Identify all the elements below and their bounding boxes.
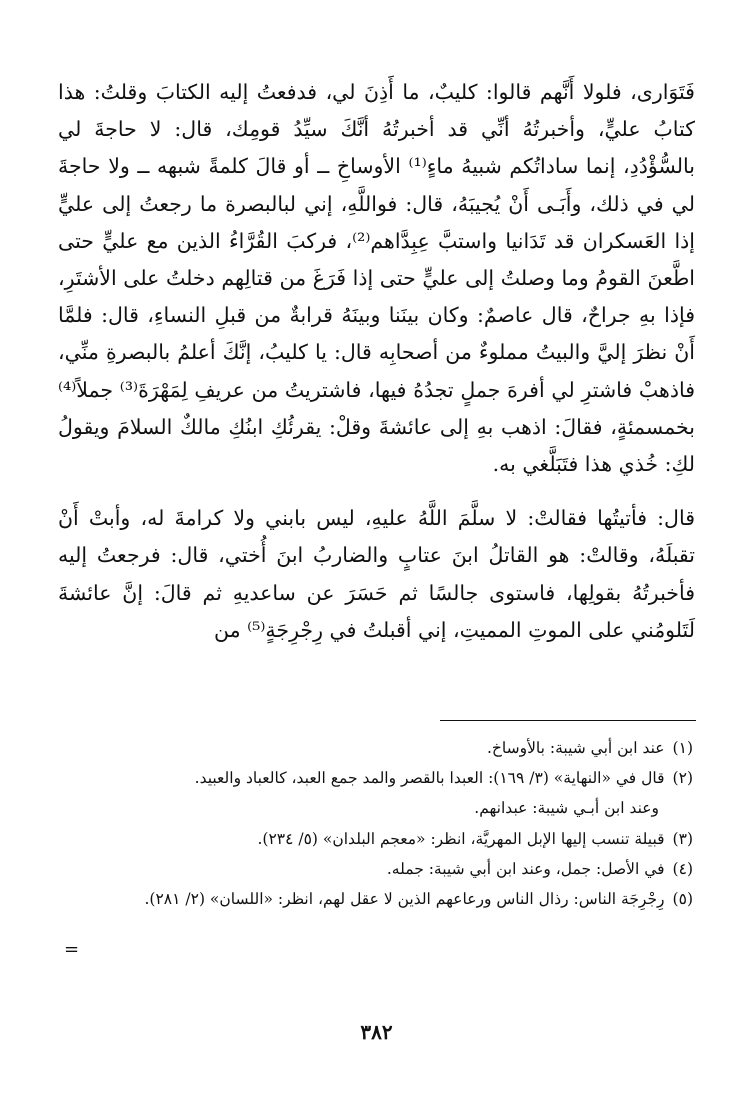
footnote-number: (٣) [672, 829, 693, 848]
footnote-divider [440, 720, 696, 721]
footnote-text: رِجْرِجَة الناس: رذال الناس ورعاعهم الذين لا عقل لهم، انظر: «اللسان» (٢/ ٢٨١). [144, 890, 665, 909]
footnote [60, 763, 693, 793]
footnote-text: في الأصل: جمل، وعند ابن أبي شيبة: جمله. [386, 859, 665, 878]
footnote-text: عند ابن أبي شيبة: بالأوساخ. [486, 739, 665, 757]
footnote-text: وعند ابن أبـي شيبة: عبدانهم. [474, 799, 659, 818]
footnote-number: (٤) [672, 859, 693, 878]
footnote [60, 854, 693, 884]
continuation-mark: = [64, 939, 80, 960]
paragraph: قال: فأتيتُها فقالتْ: لا سلَّمَ اللَّهُ عليهِ، ليس بابني ولا كرامةَ له، وأبتْ أَنْ تقبلَهُ، وقالتْ: هو القاتلُ ابنَ عتابٍ والضاربُ ابنَ أُختي، قال: فرجعتُ إليه فأخبرتُهُ بقولِها، فاستوى جالسًا ثم حَسَرَ عن ساعديهِ ثم قالَ: إنَّ عائشةَ لَتَلومُني على الموتِ المميتِ، إني أقبلتُ في رِجْرِجَةٍ⁽⁵⁾ من [58, 506, 695, 642]
footnote [60, 884, 693, 914]
footnote-number: (٢) [672, 769, 693, 788]
page-number: ٣٨٢ [360, 1020, 393, 1044]
footnote [60, 733, 693, 763]
paragraph: فَتَوَارى، فلولا أَنَّهم قالوا: كليبٌ، ما أَذِنَ لي، فدفعتُ إليه الكتابَ وقلتُ: هذا كتابُ عليٍّ، وأخبرتُهُ أنِّي قد أخبرتُهُ أنَّكَ سيِّدُ قومِك، قال: لا حاجةَ لي بالسُّؤْدُدِ، إنما ساداتُكم شبيهُ ماءٍ⁽¹⁾ الأوساخِ ــ أو قالَ كلمةً شبهه ــ ولا حاجةَ لي في ذلك، وأَبَـى أَنْ يُجيبَهُ، قال: فواللَّهِ، إني لبالبصرة ما رجعتُ إلى عليٍّ إذا العَسكران قد تَدَانيا واستبَّ عِبِدَّاهم⁽²⁾، فركبَ القُرَّاءُ الذين مع عليٍّ حتى اطَّعنَ القومُ وما وصلتُ إلى عليٍّ حتى إذا فَرَغَ من قتالِهم دخلتُ على الأشتَرِ، فإذا بهِ جراحٌ، قال عاصمٌ: وكان بينَنا وبينَهُ قرابةٌ من قبلِ النساءِ، قال: فلمَّا أَنْ نظرَ إليَّ والبيتُ مملوءٌ من أصحابِه قال: يا كليبُ، إنَّكَ أعلمُ بالبصرةِ منِّي، فاذهبْ فاشترِ لي أفرهَ جملٍ تجدُهُ فيها، فاشتريتُ من عريفِ لِمَهْرَةَ⁽³⁾ جملاً⁽⁴⁾ بخمسمئةٍ، فقالَ: اذهب بهِ إلى عائشةَ وقلْ: يقرئُكِ ابنُكِ مالكٌ السلامَ ويقولُ لكِ: خُذي هذا فتَبَلَّغي به. [58, 80, 696, 477]
footnote-number: (١) [672, 739, 693, 757]
footnotes [60, 733, 693, 914]
footnote-number: (٥) [672, 890, 693, 909]
footnote-text: قال في «النهاية» (٣/ ١٦٩): العبدا بالقصر والمد جمع العبد، كالعباد والعبيد. [194, 769, 665, 788]
footnote [60, 824, 693, 854]
main-text [58, 74, 695, 649]
footnote-text: قبيلة تنسب إليها الإبل المهريَّة، انظر: «معجم البلدان» (٥/ ٢٣٤). [257, 829, 665, 848]
footnote-continuation [60, 793, 693, 823]
